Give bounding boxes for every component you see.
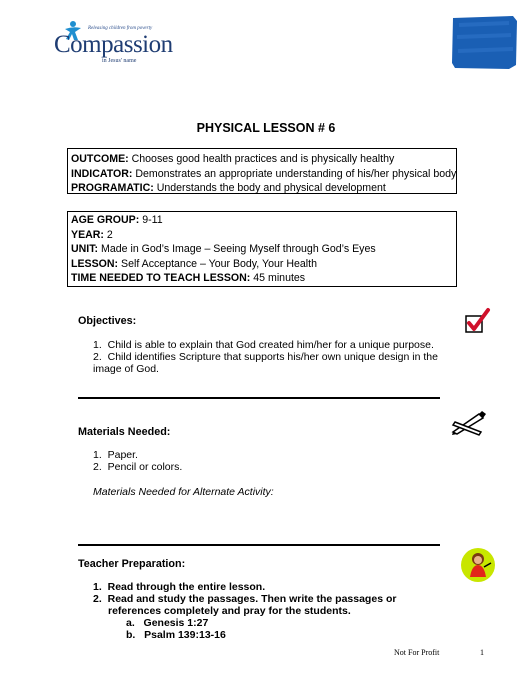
objective-item: 1. Child is able to explain that God created him/her for a unique purpose. bbox=[93, 339, 434, 351]
pencil-icon bbox=[451, 410, 487, 436]
objectives-heading: Objectives: bbox=[78, 315, 137, 327]
checkbox-check-icon bbox=[463, 307, 491, 335]
prep-item-continued: references completely and pray for the students. bbox=[108, 605, 351, 617]
prep-sub-item: a. Genesis 1:27 bbox=[126, 617, 209, 629]
objective-item: 2. Child identifies Scripture that supports his/her own unique design in the bbox=[93, 351, 438, 363]
material-item: 1. Paper. bbox=[93, 449, 138, 461]
logo-tagline: Releasing children from poverty bbox=[88, 26, 153, 31]
page-title: PHYSICAL LESSON # 6 bbox=[196, 121, 336, 135]
teacher-prep-heading: Teacher Preparation: bbox=[78, 558, 186, 570]
objective-item-continued: image of God. bbox=[93, 363, 159, 375]
compassion-logo bbox=[54, 22, 173, 68]
prep-item: 2. Read and study the passages. Then write the passages or bbox=[93, 593, 397, 605]
prep-sub-item: b. Psalm 139:13-16 bbox=[126, 629, 226, 641]
material-item: 2. Pencil or colors. bbox=[93, 461, 183, 473]
outcome-line: OUTCOME: Chooses good health practices and is physically healthy bbox=[71, 153, 395, 165]
divider bbox=[78, 397, 440, 399]
time-line: TIME NEEDED TO TEACH LESSON: 45 minutes bbox=[71, 272, 306, 284]
blue-marker-box bbox=[451, 15, 518, 70]
programatic-line: PROGRAMATIC: Understands the body and physical development bbox=[71, 182, 386, 194]
unit-line: UNIT: Made in God’s Image – Seeing Myself through God’s Eyes bbox=[71, 243, 376, 255]
logo-sub: in Jesus' name bbox=[102, 58, 137, 64]
footer-note: Not For Profit bbox=[394, 648, 440, 657]
lesson-line: LESSON: Self Acceptance – Your Body, Your Health bbox=[71, 257, 317, 270]
logo-name: Compassion bbox=[54, 31, 173, 58]
age-group-line: AGE GROUP: 9-11 bbox=[71, 214, 163, 226]
materials-heading: Materials Needed: bbox=[78, 426, 171, 438]
page-number: 1 bbox=[480, 648, 484, 657]
lesson-info-box bbox=[67, 211, 457, 287]
year-line: YEAR: 2 bbox=[71, 228, 113, 241]
divider bbox=[78, 544, 440, 546]
indicator-line: INDICATOR: Demonstrates an appropriate understanding of his/her physical body bbox=[71, 167, 457, 180]
teacher-figure-icon bbox=[460, 547, 496, 583]
outcome-box bbox=[67, 148, 457, 194]
alternate-materials-label: Materials Needed for Alternate Activity: bbox=[93, 486, 274, 498]
prep-item: 1. Read through the entire lesson. bbox=[93, 581, 266, 593]
